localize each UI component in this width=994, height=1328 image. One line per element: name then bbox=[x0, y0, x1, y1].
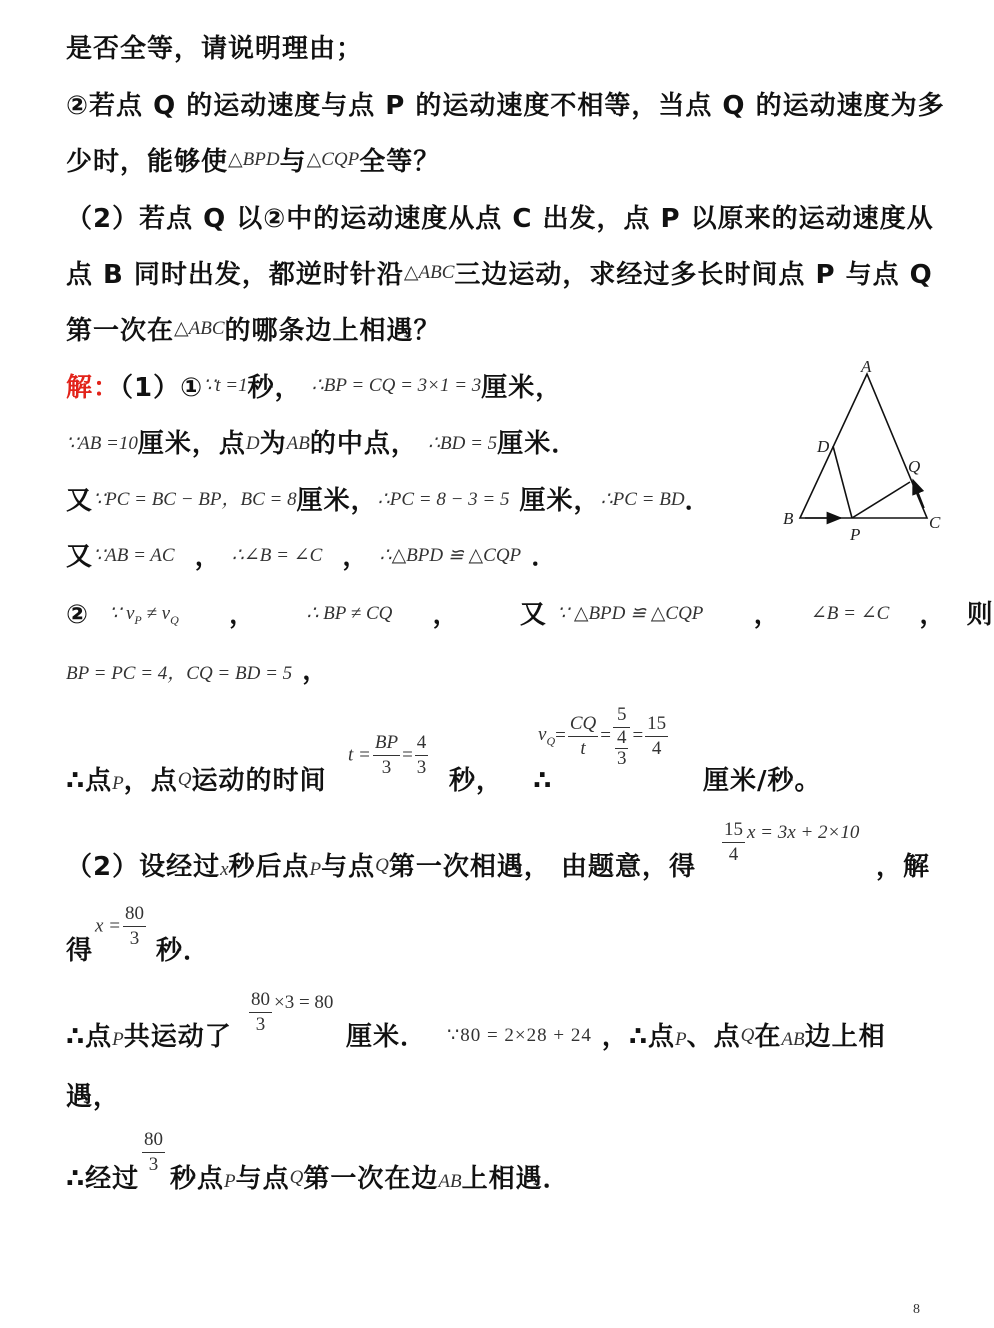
numerator: 15 bbox=[645, 712, 668, 737]
x-formula bbox=[95, 902, 148, 951]
math: ∴BD = 5 bbox=[427, 433, 498, 454]
solution-line-11 bbox=[66, 1076, 120, 1113]
math: ∴BP = CQ = 3×1 = 3 bbox=[311, 375, 482, 396]
text: ， bbox=[194, 542, 222, 572]
label-a: A bbox=[861, 357, 872, 376]
math-part: ∵ v bbox=[109, 603, 135, 624]
solution-line-10 bbox=[66, 1016, 232, 1053]
problem-line-6 bbox=[66, 310, 441, 347]
denominator: 4 bbox=[728, 844, 739, 865]
math: ×3 = 80 bbox=[274, 991, 334, 1013]
text: ． bbox=[531, 542, 559, 572]
math: ∴PC = BD bbox=[600, 489, 685, 510]
math: ∴PC = 8 − 3 = 5 bbox=[377, 489, 510, 510]
text: 三边运动，求经过多长时间点 P 与点 Q bbox=[454, 260, 933, 290]
text: 秒． bbox=[156, 936, 211, 966]
text: （2）设经过 bbox=[66, 852, 221, 882]
text: ∴点 bbox=[66, 766, 113, 796]
solution-line-7 bbox=[66, 760, 326, 797]
fraction bbox=[722, 818, 745, 867]
page-number: 8 bbox=[913, 1302, 920, 1317]
arrow-cq bbox=[913, 480, 924, 508]
problem-line-5 bbox=[66, 254, 933, 291]
text: 是否全等，请说明理由； bbox=[66, 34, 364, 64]
text: 又 bbox=[519, 600, 547, 630]
speed-formula bbox=[538, 703, 670, 769]
nested-fraction bbox=[615, 728, 629, 769]
text: 厘米/秒。 bbox=[703, 766, 822, 796]
fraction bbox=[142, 1128, 165, 1177]
text: 秒， bbox=[449, 766, 504, 796]
solution-label: 解： bbox=[66, 373, 121, 403]
text: 厘米． bbox=[497, 429, 579, 459]
denominator: 3 bbox=[416, 757, 427, 778]
denominator: 3 bbox=[381, 757, 392, 778]
subscript: Q bbox=[546, 733, 556, 748]
numerator: 5 bbox=[613, 703, 631, 728]
text: 又 bbox=[66, 486, 94, 516]
math: BP = PC = 4，CQ = BD = 5 bbox=[66, 663, 293, 684]
math-triangle-cqp: △CQP bbox=[306, 149, 360, 170]
math: Q bbox=[177, 769, 192, 790]
numerator: BP bbox=[373, 731, 400, 756]
math: ∴△BPD ≌ △CQP bbox=[379, 545, 522, 566]
math: AB bbox=[781, 1029, 805, 1050]
problem-line-1 bbox=[66, 28, 363, 65]
problem-line-3 bbox=[66, 141, 440, 178]
text: 点 B 同时出发，都逆时针沿 bbox=[66, 260, 404, 290]
math: x bbox=[220, 859, 229, 880]
text: 边上相 bbox=[804, 1022, 886, 1052]
problem-line-2 bbox=[66, 85, 945, 122]
subscript: Q bbox=[170, 612, 179, 627]
label-q: Q bbox=[908, 457, 921, 476]
distance-formula bbox=[247, 988, 333, 1037]
label-c: C bbox=[929, 513, 941, 532]
fraction bbox=[373, 731, 400, 780]
text: 的中点， bbox=[309, 429, 418, 459]
text: ，解 bbox=[876, 852, 931, 882]
equals: = bbox=[555, 725, 566, 746]
text: 第一次在 bbox=[66, 316, 175, 346]
numerator: 4 bbox=[415, 731, 429, 756]
subscript: P bbox=[134, 612, 142, 627]
denominator: 3 bbox=[255, 1014, 266, 1035]
text: ∴经过 bbox=[66, 1164, 140, 1194]
math: Q bbox=[375, 855, 389, 876]
text: 则 bbox=[966, 600, 994, 630]
solution-line-4 bbox=[66, 536, 558, 573]
math: Q bbox=[289, 1167, 304, 1188]
solution-line-6 bbox=[66, 650, 329, 687]
text: （2）若点 Q 以②中的运动速度从点 C 出发，点 P 以原来的运动速度从 bbox=[66, 204, 934, 234]
fraction bbox=[568, 712, 598, 761]
text: ， bbox=[432, 600, 460, 630]
math-triangle-abc: △ABC bbox=[174, 318, 225, 339]
triangle-figure bbox=[775, 358, 975, 548]
text: 的哪条边上相遇？ bbox=[224, 316, 441, 346]
text: ② bbox=[66, 600, 90, 630]
solution-line-2 bbox=[66, 423, 578, 460]
fraction bbox=[613, 703, 631, 769]
text: 运动的时间 bbox=[191, 766, 327, 796]
numerator: 4 bbox=[616, 727, 627, 748]
math: D bbox=[245, 433, 260, 454]
problem-line-4 bbox=[66, 198, 934, 235]
math: x = bbox=[95, 915, 122, 937]
math: AB bbox=[438, 1171, 462, 1192]
text: 秒点 bbox=[170, 1164, 225, 1194]
text: 与点 bbox=[235, 1164, 290, 1194]
text: 与 bbox=[279, 147, 307, 177]
text: 厘米， bbox=[519, 486, 601, 516]
text: ， bbox=[919, 600, 947, 630]
solution-line-12 bbox=[66, 1158, 139, 1195]
math: t = bbox=[348, 744, 371, 766]
text: 第一次在边 bbox=[303, 1164, 439, 1194]
math: P bbox=[309, 859, 322, 880]
text: 厘米， bbox=[481, 373, 563, 403]
segment-dp bbox=[833, 446, 852, 518]
label-b: B bbox=[783, 509, 794, 528]
fraction bbox=[415, 731, 429, 780]
fraction bbox=[249, 988, 272, 1037]
text: 秒后点 bbox=[228, 852, 310, 882]
text: 厘米， bbox=[296, 486, 378, 516]
equals: = bbox=[632, 725, 644, 746]
math: P bbox=[224, 1171, 236, 1192]
solution-line-1 bbox=[66, 367, 562, 404]
text: ，点 bbox=[123, 766, 178, 796]
text: 上相遇． bbox=[461, 1164, 570, 1194]
fraction bbox=[123, 902, 146, 951]
solution-line-7b bbox=[449, 760, 552, 797]
math: ∵AB =10 bbox=[66, 433, 138, 454]
text: 厘米． bbox=[346, 1022, 428, 1052]
equals: = bbox=[600, 725, 611, 746]
numerator: 80 bbox=[123, 902, 146, 927]
math: Q bbox=[740, 1025, 755, 1046]
math: AB bbox=[286, 433, 310, 454]
text: （1）① bbox=[120, 373, 204, 403]
solution-line-9b bbox=[156, 930, 210, 967]
text: ②若点 Q 的运动速度与点 P 的运动速度不相等，当点 Q 的运动速度为多 bbox=[66, 91, 945, 121]
math bbox=[538, 723, 556, 748]
text: ，∴点 bbox=[601, 1022, 676, 1052]
solution-line-3 bbox=[66, 480, 712, 517]
time-formula bbox=[348, 731, 430, 780]
math: ∴∠B = ∠C bbox=[231, 545, 323, 566]
text: 又 bbox=[66, 542, 94, 572]
solution-line-9 bbox=[66, 930, 93, 967]
text: 在 bbox=[754, 1022, 782, 1052]
numerator: 15 bbox=[722, 818, 745, 843]
math-triangle-bpd: △BPD bbox=[228, 149, 280, 170]
text: 秒， bbox=[247, 373, 302, 403]
math: P bbox=[112, 773, 124, 794]
text: 遇， bbox=[66, 1082, 121, 1112]
text: 共运动了 bbox=[123, 1022, 232, 1052]
math: ∵t =1 bbox=[203, 375, 248, 396]
denominator bbox=[613, 728, 631, 769]
denominator: 3 bbox=[616, 748, 627, 769]
denominator: 3 bbox=[129, 928, 140, 949]
math: ∵AB = AC bbox=[93, 545, 175, 566]
equals: = bbox=[402, 744, 413, 766]
text: 得 bbox=[66, 936, 94, 966]
text: 少时，能够使 bbox=[66, 147, 229, 177]
text: ∴ bbox=[533, 766, 553, 796]
math: ∵PC = BC − BP，BC = 8 bbox=[93, 489, 297, 510]
math: P bbox=[112, 1029, 124, 1050]
math: P bbox=[675, 1029, 687, 1050]
text: ， bbox=[753, 600, 781, 630]
text: 厘米，点 bbox=[137, 429, 246, 459]
numerator: CQ bbox=[568, 712, 598, 737]
text: 为 bbox=[259, 429, 287, 459]
solution-line-5 bbox=[66, 594, 994, 632]
text: ． bbox=[684, 486, 712, 516]
text: 、点 bbox=[686, 1022, 741, 1052]
equation-formula bbox=[720, 818, 859, 867]
text: ， bbox=[229, 600, 257, 630]
solution-line-7c bbox=[703, 760, 822, 797]
text: ∴点 bbox=[66, 1022, 113, 1052]
math-part: ≠ v bbox=[141, 603, 171, 624]
fraction bbox=[645, 712, 668, 761]
label-d: D bbox=[817, 437, 830, 456]
text: 第一次相遇， 由题意，得 bbox=[388, 852, 696, 882]
solution-line-8 bbox=[66, 846, 696, 883]
math: ∴ BP ≠ CQ bbox=[306, 603, 393, 624]
final-fraction bbox=[140, 1128, 167, 1177]
text: ， bbox=[342, 542, 370, 572]
numerator: 80 bbox=[142, 1128, 165, 1153]
denominator: 4 bbox=[651, 737, 662, 759]
math-triangle-abc: △ABC bbox=[403, 262, 455, 283]
segment-pq bbox=[852, 482, 910, 518]
text: ， bbox=[302, 656, 330, 686]
text: 全等？ bbox=[359, 147, 441, 177]
solution-line-12b bbox=[170, 1158, 570, 1195]
math-part: v bbox=[538, 723, 547, 745]
math: ∠B = ∠C bbox=[810, 603, 890, 624]
text: 与点 bbox=[321, 852, 376, 882]
solution-line-8b bbox=[876, 846, 930, 883]
label-p: P bbox=[850, 525, 861, 544]
solution-line-10b bbox=[346, 1016, 886, 1053]
math: ∵80 = 2×28 + 24 bbox=[447, 1025, 592, 1046]
denominator: 3 bbox=[148, 1154, 159, 1175]
numerator: 80 bbox=[249, 988, 272, 1013]
math: ∵ △BPD ≌ △CQP bbox=[557, 603, 704, 624]
math bbox=[109, 603, 179, 627]
denominator: t bbox=[580, 737, 586, 759]
math: x = 3x + 2×10 bbox=[747, 821, 860, 843]
